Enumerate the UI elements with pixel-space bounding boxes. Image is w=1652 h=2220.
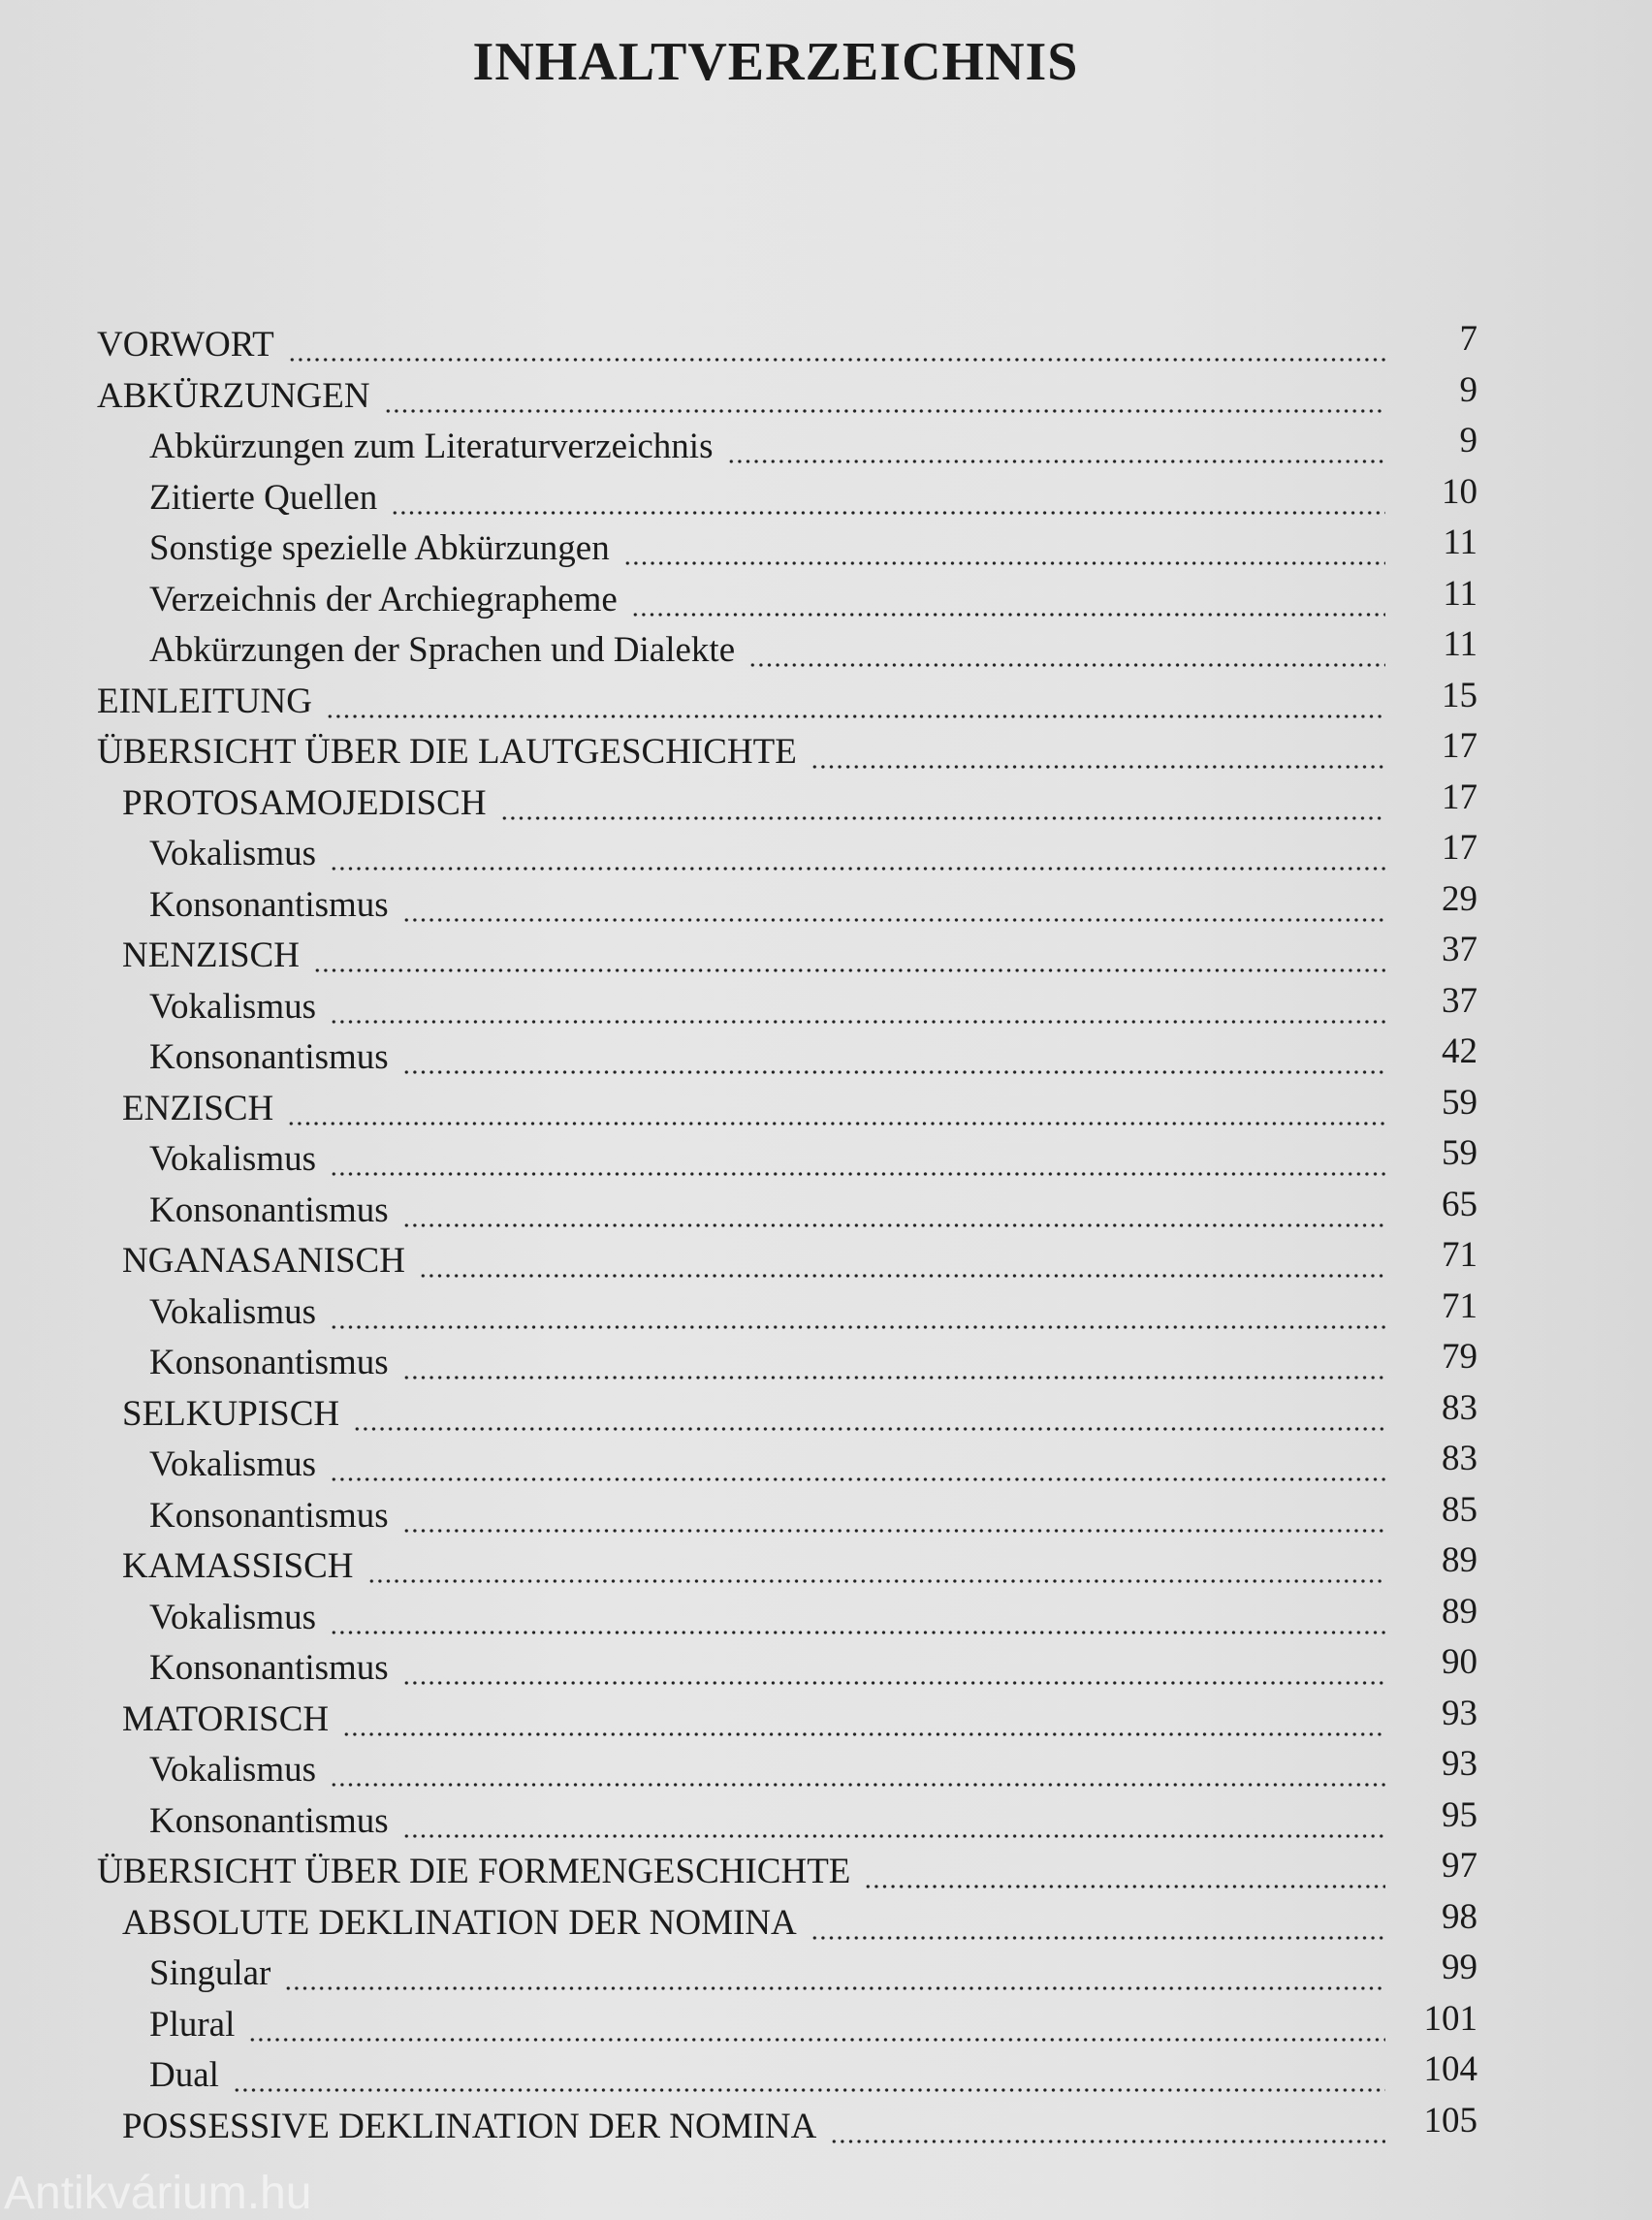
- toc-entry: [0, 1541, 1652, 1593]
- watermark: Antikvárium.hu: [4, 2168, 312, 2219]
- toc-entry: [0, 1236, 1652, 1287]
- toc-entry: [0, 625, 1652, 677]
- toc-entry: [0, 422, 1652, 473]
- toc-entry: [0, 829, 1652, 880]
- toc-entry: [0, 1084, 1652, 1135]
- dot-leader: [288, 320, 1385, 371]
- toc-entry-page-number: 17: [1442, 726, 1477, 766]
- dot-leader: [248, 2000, 1385, 2051]
- toc-entry-label: Vokalismus: [149, 1444, 317, 1484]
- toc-entry-page-number: 99: [1442, 1948, 1477, 1987]
- toc-entry-label: Abkürzungen der Sprachen und Dialekte: [149, 630, 736, 670]
- toc-entry-page-number: 37: [1442, 930, 1477, 969]
- dot-leader: [330, 1134, 1385, 1186]
- toc-entry-page-number: 93: [1442, 1744, 1477, 1784]
- toc-entry-page-number: 59: [1442, 1133, 1477, 1173]
- toc-entry-page-number: 98: [1442, 1896, 1477, 1937]
- toc-entry-page-number: 11: [1443, 523, 1477, 562]
- toc-entry-label: Konsonantismus: [149, 1800, 389, 1841]
- toc-entry-page-number: 83: [1442, 1439, 1477, 1478]
- toc-entry-label: ABSOLUTE DEKLINATION DER NOMINA: [122, 1902, 797, 1943]
- toc-entry-page-number: 11: [1443, 624, 1477, 664]
- toc-entry-page-number: 93: [1442, 1693, 1477, 1733]
- toc-entry: [0, 677, 1652, 728]
- dot-leader: [284, 1949, 1385, 2000]
- toc-entry-label: Sonstige spezielle Abkürzungen: [149, 528, 610, 568]
- toc-entry-page-number: 97: [1442, 1846, 1477, 1886]
- toc-entry: [0, 1796, 1652, 1848]
- page-title: INHALTVERZEICHNIS: [472, 32, 1079, 92]
- toc-entry: [0, 371, 1652, 423]
- toc-entry-label: NGANASANISCH: [122, 1241, 405, 1281]
- toc-entry: [0, 1695, 1652, 1746]
- toc-entry-page-number: 90: [1442, 1642, 1477, 1682]
- toc-entry-label: POSSESSIVE DEKLINATION DER NOMINA: [122, 2106, 817, 2146]
- toc-entry-page-number: 85: [1442, 1489, 1477, 1530]
- toc-entry-label: Vokalismus: [149, 1291, 317, 1332]
- dot-leader: [330, 982, 1385, 1033]
- toc-entry-page-number: 17: [1442, 777, 1477, 817]
- dot-leader: [367, 1541, 1385, 1593]
- dot-leader: [810, 1898, 1385, 1950]
- dot-leader: [384, 371, 1385, 423]
- dot-leader: [748, 625, 1385, 677]
- toc-entry-page-number: 65: [1442, 1184, 1477, 1224]
- toc-entry-label: Vokalismus: [149, 834, 317, 873]
- toc-entry-page-number: 71: [1442, 1235, 1477, 1275]
- toc-entry-label: ÜBERSICHT ÜBER DIE LAUTGESCHICHTE: [97, 732, 797, 772]
- toc-entry-page-number: 17: [1442, 828, 1477, 868]
- dot-leader: [864, 1847, 1385, 1898]
- dot-leader: [287, 1084, 1385, 1135]
- toc-entry-label: Singular: [149, 1953, 271, 1993]
- toc-entry-label: Vokalismus: [149, 1750, 317, 1790]
- toc-entry: [0, 1643, 1652, 1695]
- dot-leader: [391, 473, 1385, 524]
- toc-entry-page-number: 101: [1423, 1998, 1477, 2039]
- toc-entry-page-number: 71: [1442, 1285, 1477, 1326]
- dot-leader: [631, 575, 1385, 626]
- dot-leader: [326, 677, 1385, 728]
- toc-entry-label: Dual: [149, 2055, 219, 2095]
- toc-entry: [0, 2050, 1652, 2102]
- toc-entry-label: Plural: [149, 2004, 236, 2045]
- toc-entry-page-number: 37: [1442, 980, 1477, 1021]
- table-of-contents: [0, 320, 1652, 2152]
- toc-entry: [0, 727, 1652, 778]
- toc-entry: [0, 1949, 1652, 2000]
- dot-leader: [330, 829, 1385, 880]
- toc-entry-page-number: 15: [1442, 675, 1477, 715]
- dot-leader: [810, 727, 1385, 778]
- toc-entry-label: Vokalismus: [149, 986, 317, 1027]
- toc-entry-label: SELKUPISCH: [122, 1393, 340, 1434]
- toc-entry-label: ÜBERSICHT ÜBER DIE FORMENGESCHICHTE: [97, 1852, 851, 1891]
- toc-entry: [0, 1287, 1652, 1339]
- toc-entry-label: ENZISCH: [122, 1088, 274, 1128]
- dot-leader: [330, 1287, 1385, 1339]
- toc-entry-page-number: 83: [1442, 1387, 1477, 1428]
- toc-entry: [0, 1593, 1652, 1644]
- toc-entry: [0, 982, 1652, 1033]
- toc-entry-label: VORWORT: [97, 325, 274, 365]
- toc-entry-label: EINLEITUNG: [97, 681, 312, 721]
- toc-entry: [0, 2000, 1652, 2051]
- dot-leader: [330, 1745, 1385, 1796]
- dot-leader: [233, 2050, 1385, 2102]
- dot-leader: [402, 1643, 1385, 1695]
- dot-leader: [419, 1236, 1385, 1287]
- toc-entry-label: ABKÜRZUNGEN: [97, 375, 370, 416]
- dot-leader: [402, 1796, 1385, 1848]
- dot-leader: [342, 1695, 1385, 1746]
- toc-entry: [0, 473, 1652, 524]
- toc-entry: [0, 1186, 1652, 1237]
- toc-entry: [0, 1389, 1652, 1441]
- toc-entry: [0, 1745, 1652, 1796]
- toc-entry-label: MATORISCH: [122, 1698, 330, 1739]
- dot-leader: [402, 1186, 1385, 1237]
- toc-entry-label: Vokalismus: [149, 1597, 317, 1637]
- toc-entry-page-number: 59: [1442, 1082, 1477, 1123]
- toc-entry: [0, 320, 1652, 371]
- toc-entry: [0, 1847, 1652, 1898]
- toc-entry: [0, 880, 1652, 932]
- toc-entry-label: Abkürzungen zum Literaturverzeichnis: [149, 427, 714, 466]
- toc-entry-label: Konsonantismus: [149, 1495, 389, 1536]
- dot-leader: [727, 422, 1386, 473]
- toc-entry: [0, 931, 1652, 982]
- toc-entry: [0, 1440, 1652, 1491]
- toc-entry-page-number: 42: [1442, 1031, 1477, 1071]
- toc-entry: [0, 1134, 1652, 1186]
- toc-entry: [0, 778, 1652, 830]
- dot-leader: [353, 1389, 1385, 1441]
- toc-entry: [0, 1032, 1652, 1084]
- toc-entry-label: Vokalismus: [149, 1139, 317, 1179]
- toc-entry-page-number: 29: [1442, 878, 1477, 919]
- toc-entry-label: PROTOSAMOJEDISCH: [122, 782, 487, 823]
- toc-entry-page-number: 7: [1459, 319, 1477, 359]
- dot-leader: [402, 1338, 1385, 1389]
- toc-entry-label: NENZISCH: [122, 936, 300, 975]
- toc-entry-page-number: 10: [1442, 471, 1477, 512]
- dot-leader: [830, 2102, 1385, 2153]
- dot-leader: [402, 1491, 1385, 1542]
- toc-entry-page-number: 89: [1442, 1591, 1477, 1632]
- dot-leader: [623, 523, 1385, 575]
- dot-leader: [402, 1032, 1385, 1084]
- toc-entry-page-number: 95: [1442, 1794, 1477, 1835]
- toc-entry-label: Zitierte Quellen: [149, 477, 378, 518]
- toc-entry-label: Konsonantismus: [149, 1189, 389, 1230]
- toc-entry-label: Verzeichnis der Archiegrapheme: [149, 579, 618, 619]
- toc-entry-label: KAMASSISCH: [122, 1546, 354, 1586]
- dot-leader: [330, 1440, 1385, 1491]
- toc-entry-page-number: 105: [1423, 2100, 1477, 2141]
- toc-entry: [0, 523, 1652, 575]
- dot-leader: [500, 778, 1385, 830]
- toc-entry-label: Konsonantismus: [149, 1037, 389, 1077]
- toc-entry-label: Konsonantismus: [149, 884, 389, 925]
- dot-leader: [402, 880, 1385, 932]
- toc-entry-page-number: 9: [1459, 369, 1477, 410]
- toc-entry-label: Konsonantismus: [149, 1343, 389, 1382]
- toc-entry-page-number: 104: [1423, 2049, 1477, 2089]
- toc-entry-page-number: 89: [1442, 1540, 1477, 1580]
- toc-entry: [0, 1491, 1652, 1542]
- toc-entry-page-number: 9: [1459, 421, 1477, 460]
- toc-entry-page-number: 79: [1442, 1337, 1477, 1377]
- toc-entry: [0, 2102, 1652, 2153]
- dot-leader: [330, 1593, 1385, 1644]
- toc-entry: [0, 575, 1652, 626]
- toc-entry: [0, 1898, 1652, 1950]
- toc-entry: [0, 1338, 1652, 1389]
- toc-entry-page-number: 11: [1443, 573, 1477, 614]
- dot-leader: [313, 931, 1385, 982]
- toc-entry-label: Konsonantismus: [149, 1648, 389, 1688]
